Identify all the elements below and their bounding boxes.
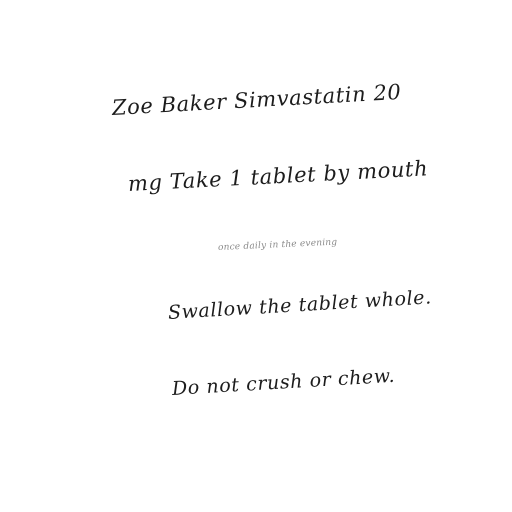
warning-line: Do not crush or chew. <box>171 364 396 400</box>
patient-and-medication-line: Zoe Baker Simvastatin 20 <box>111 79 402 120</box>
frequency-line: once daily in the evening <box>217 237 338 253</box>
dosage-instruction-line: mg Take 1 tablet by mouth <box>127 156 429 196</box>
swallow-instruction-line: Swallow the tablet whole. <box>167 286 433 324</box>
